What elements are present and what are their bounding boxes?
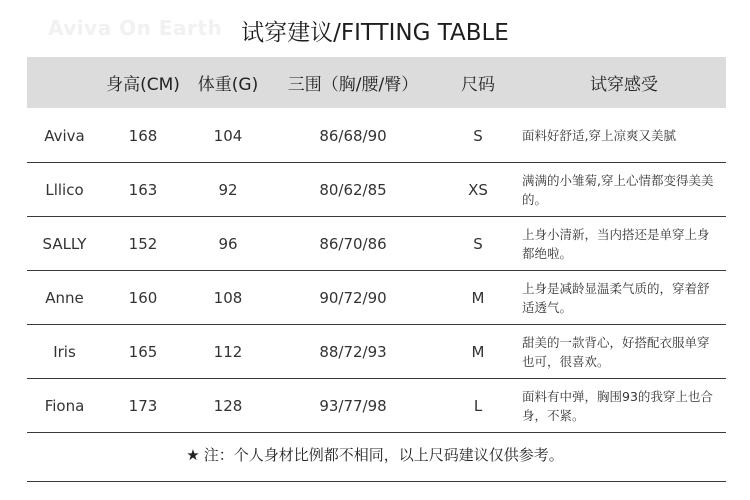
- footnote-text: 注：个人身材比例都不相同，以上尺码建议仅供参考。: [203, 446, 564, 464]
- cell-height: 160: [128, 288, 158, 307]
- cell-height: 165: [128, 342, 158, 361]
- cell-name: Iris: [53, 342, 76, 361]
- header-size: 尺码: [461, 75, 495, 95]
- cell-name: Aviva: [44, 126, 85, 145]
- cell-size: L: [473, 396, 483, 415]
- cell-feel: 面料有中弹，胸围93的我穿上也合身，不紧。: [522, 388, 713, 423]
- brand-watermark: Aviva On Earth: [48, 16, 223, 40]
- cell-measurements: 86/68/90: [319, 126, 387, 145]
- header-weight: 体重(G): [197, 75, 259, 95]
- cell-size: XS: [468, 180, 488, 199]
- header-height: 身高(CM): [106, 75, 180, 95]
- bottom-divider: [27, 481, 726, 482]
- cell-feel: 满满的小雏菊,穿上心情都变得美美的。: [522, 172, 714, 207]
- table-row: [27, 379, 726, 433]
- table-row: [27, 109, 726, 163]
- page-title: 试穿建议/FITTING TABLE: [241, 20, 509, 46]
- header-measurements: 三围（胸/腰/臀）: [287, 75, 419, 95]
- cell-weight: 112: [213, 342, 243, 361]
- cell-name: Lllico: [45, 180, 84, 199]
- cell-feel: 上身小清新，当内搭还是单穿上身都绝啦。: [522, 226, 710, 261]
- cell-weight: 104: [213, 126, 243, 145]
- cell-height: 173: [128, 396, 158, 415]
- cell-weight: 96: [218, 234, 238, 253]
- cell-height: 152: [128, 234, 158, 253]
- cell-size: M: [471, 288, 485, 307]
- cell-feel: 上身是减龄显温柔气质的，穿着舒适透气。: [522, 280, 710, 315]
- table-row: [27, 217, 726, 271]
- footnote: [0, 444, 750, 465]
- cell-measurements: 86/70/86: [319, 234, 387, 253]
- cell-height: 163: [128, 180, 158, 199]
- cell-feel: 面料好舒适,穿上凉爽又美腻: [522, 128, 676, 143]
- cell-weight: 108: [213, 288, 243, 307]
- cell-size: S: [473, 126, 483, 145]
- cell-height: 168: [128, 126, 158, 145]
- cell-measurements: 93/77/98: [319, 396, 387, 415]
- header-feel: 试穿感受: [590, 75, 658, 95]
- table-row: [27, 325, 726, 379]
- cell-weight: 92: [218, 180, 238, 199]
- cell-name: Anne: [45, 288, 84, 307]
- cell-measurements: 80/62/85: [319, 180, 387, 199]
- cell-weight: 128: [213, 396, 243, 415]
- star-icon: ★: [186, 446, 200, 464]
- cell-size: S: [473, 234, 483, 253]
- table-row: [27, 271, 726, 325]
- cell-measurements: 90/72/90: [319, 288, 387, 307]
- cell-size: M: [471, 342, 485, 361]
- cell-name: Fiona: [44, 396, 85, 415]
- table-row: [27, 163, 726, 217]
- cell-feel: 甜美的一款背心，好搭配衣服单穿也可，很喜欢。: [522, 334, 710, 369]
- cell-name: SALLY: [42, 234, 87, 253]
- cell-measurements: 88/72/93: [319, 342, 387, 361]
- table-header: [27, 57, 726, 108]
